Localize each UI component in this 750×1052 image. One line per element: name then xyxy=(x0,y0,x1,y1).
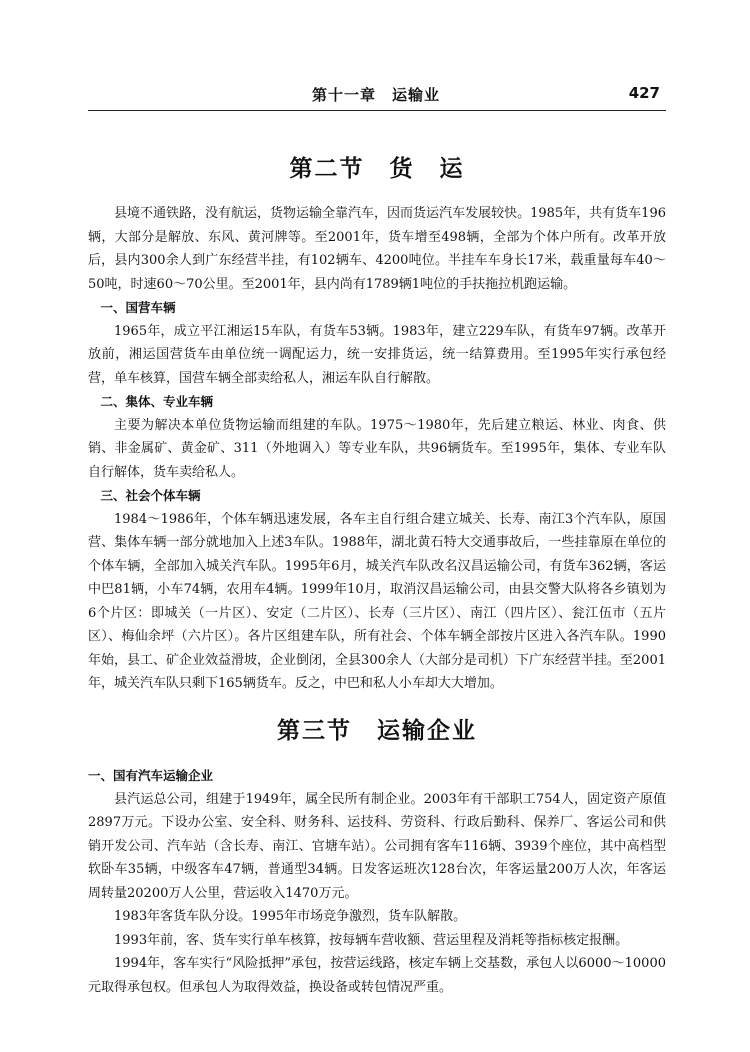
section-title-transport-enterprises: 第三节 运输企业 xyxy=(277,718,477,744)
section-title-freight: 第二节 货 运 xyxy=(289,156,465,182)
section-freight-body xyxy=(88,202,666,696)
collective-vehicles-paragraph: 主要为解决本单位货物运输而组建的车队。1975～1980年，先后建立粮运、林业、肉食、供销、非金属矿、黄金矿、311（外地调入）等专业车队，共96辆货车。至1995年，集体、专业车队自行解体，货车卖给私人。 xyxy=(88,417,666,480)
private-vehicles-paragraph: 1984～1986年，个体车辆迅速发展，各车主自行组合建立城关、长寿、南江3个汽车队，原国营、集体车辆一部分就地加入上述3车队。1988年，湖北黄石特大交通事故后，一些挂靠原在单位的个体车辆，全部加入城关汽车队。1995年6月，城关汽车队改名汉昌运输公司，有货车362辆，客运中巴81辆，小车74辆，农用车4辆。1999年10月，取消汉昌运输公司，由县交警大队将各乡镇划为6个片区：即城关（一片区）、安定（二片区）、长寿（三片区）、南江（四片区）、瓮江伍市（五片区）、梅仙余坪（六片区）。各片区组建车队，所有社会、个体车辆全部按片区进入各汽车队。1990年始，县工、矿企业效益滑坡，企业倒闭，全县300余人（大部分是司机）下广东经营半挂。至2001年，城关汽车队只剩下165辆货车。反之，中巴和私人小车却大大增加。 xyxy=(88,511,666,691)
running-header xyxy=(88,84,664,108)
subheading-state-vehicles: 一、国营车辆 xyxy=(100,300,176,315)
freight-intro-paragraph: 县境不通铁路，没有航运，货物运输全靠汽车，因而货运汽车发展较快。1985年，共有货车196辆，大部分是解放、东风、黄河牌等。至2001年，货车增至498辆，全部为个体户所有。改革开放后，县内300余人到广东经营半挂，有102辆车、4200吨位。半挂车车身长17米，载重量每车40～50吨，时速60～70公里。至2001年，县内尚有1789辆1吨位的手扶拖拉机跑运输。 xyxy=(88,206,666,292)
enterprise-paragraph-1: 县汽运总公司，组建于1949年，属全民所有制企业。2003年有干部职工754人，固定资产原值2897万元。下设办公室、安全科、财务科、运技科、劳资科、行政后勤科、保养厂、客运公司和供销开发公司、汽车站（含长寿、南江、官塘车站）。公司拥有客车116辆、3939个座位，其中高档型软卧车35辆，中级客车47辆，普通型34辆。日发客运班次128台次，年客运量200万人次，年客运周转量20200万人公里，营运收入1470万元。 xyxy=(88,791,666,901)
state-vehicles-paragraph: 1965年，成立平江湘运15车队，有货车53辆。1983年，建立229车队，有货车97辆。改革开放前，湘运国营货车由单位统一调配运力，统一安排货运，统一结算费用。至1995年实行承包经营，单车核算，国营车辆全部卖给私人，湘运车队自行解散。 xyxy=(88,323,666,386)
subheading-private-vehicles: 三、社会个体车辆 xyxy=(100,488,201,503)
header-rule xyxy=(88,110,666,111)
enterprise-paragraph-3: 1993年前，客、货车实行单车核算，按每辆车营收额、营运里程及消耗等指标核定报酬。 xyxy=(114,932,629,948)
section-enterprises-body xyxy=(88,764,666,999)
subheading-collective-vehicles: 二、集体、专业车辆 xyxy=(100,394,214,409)
subheading-state-enterprises: 一、国有汽车运输企业 xyxy=(88,768,214,783)
enterprise-paragraph-2: 1983年客货车队分设。1995年市场竞争激烈，货车队解散。 xyxy=(114,909,467,924)
page-number: 427 xyxy=(628,84,660,102)
chapter-title: 第十一章 运输业 xyxy=(311,86,440,104)
enterprise-paragraph-4: 1994年，客车实行“风险抵押”承包，按营运线路，核定车辆上交基数，承包人以6000～10000元取得承包权。但承包人为取得效益，换设备或转包情况严重。 xyxy=(88,956,666,995)
